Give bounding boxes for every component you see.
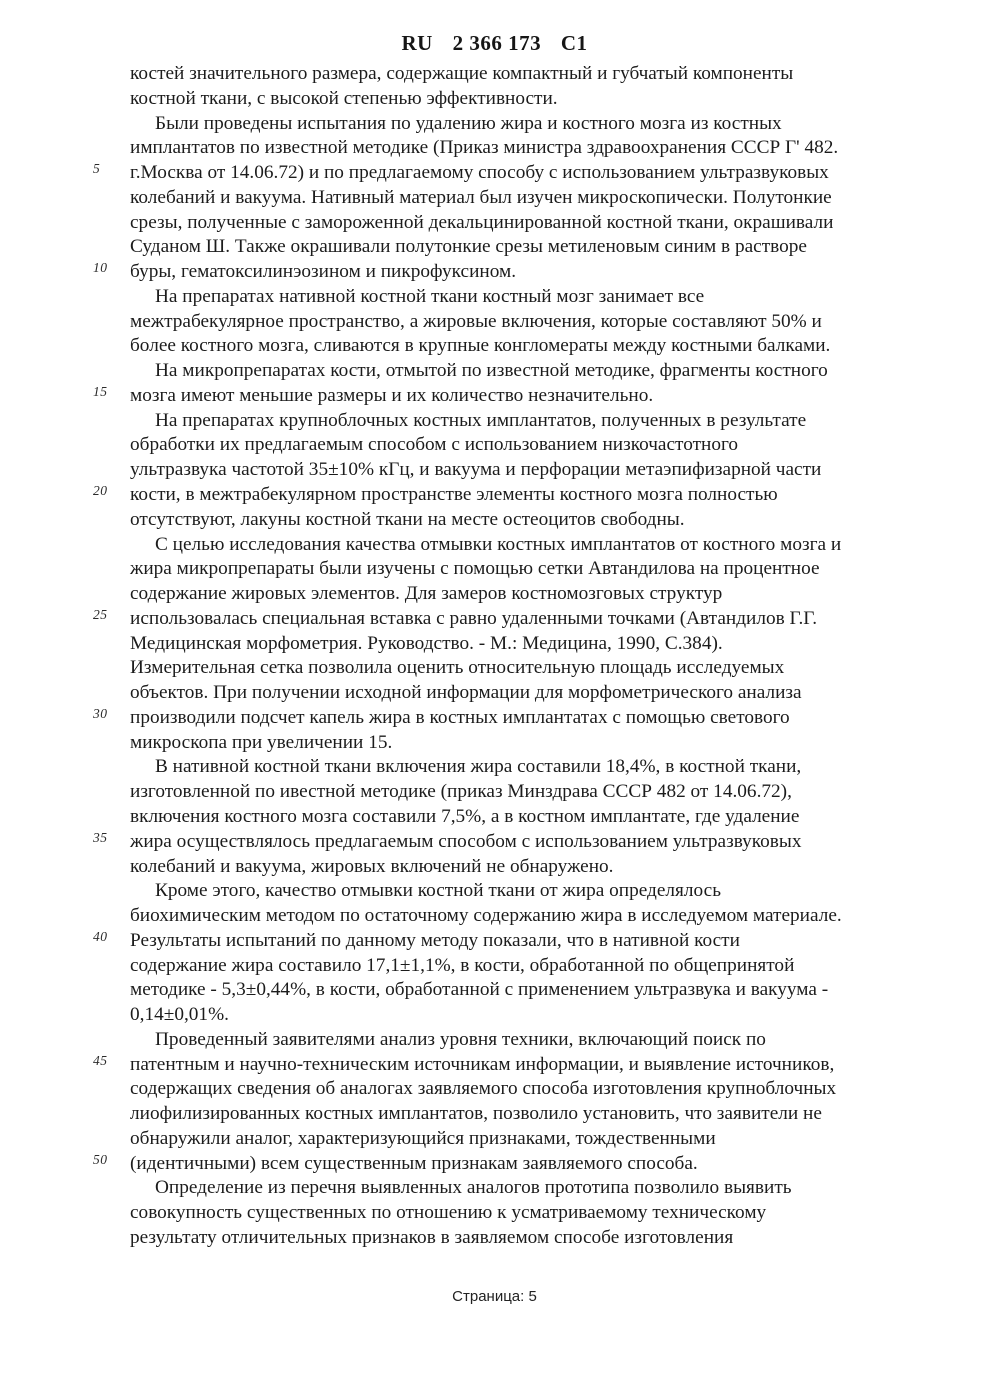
text-line-content: жира осуществлялось предлагаемым способом с использованием ультразвуковых xyxy=(130,830,802,852)
text-line-content: биохимическим методом по остаточному содержанию жира в исследуемом материале. xyxy=(130,905,842,927)
text-line xyxy=(93,606,920,632)
text-line xyxy=(130,1127,920,1152)
publication-kind-code: C1 xyxy=(560,31,588,55)
text-line xyxy=(130,87,920,112)
text-line xyxy=(130,62,920,87)
text-line xyxy=(130,805,920,830)
text-line xyxy=(130,334,920,359)
text-line xyxy=(93,829,920,855)
text-line xyxy=(130,1003,920,1028)
text-line xyxy=(130,508,920,533)
text-line xyxy=(130,533,920,558)
text-line-content: патентным и научно-техническим источникам информации, и выявление источников, xyxy=(130,1053,835,1075)
text-line-content: кости, в межтрабекулярном пространстве элементы костного мозга полностью xyxy=(130,484,778,506)
text-line-content: На микропрепаратах кости, отмытой по известной методике, фрагменты костного xyxy=(155,360,828,382)
text-line-content: буры, гематоксилинэозином и пикрофуксином. xyxy=(130,261,517,283)
text-line xyxy=(130,731,920,756)
text-line-content: Определение из перечня выявленных аналогов прототипа позволило выявить xyxy=(155,1177,792,1199)
text-line-content: мозга имеют меньшие размеры и их количество незначительно. xyxy=(130,384,654,406)
text-line xyxy=(130,186,920,211)
text-line xyxy=(130,285,920,310)
text-line xyxy=(93,483,920,508)
text-line xyxy=(130,359,920,384)
text-line-content: Суданом Ш. Также окрашивали полутонкие срезы метиленовым синим в растворе xyxy=(130,236,807,258)
text-line-content: микроскопа при увеличении 15. xyxy=(130,731,393,753)
text-line-content: Медицинская морфометрия. Руководство. - М.: Медицина, 1990, С.384). xyxy=(130,632,723,654)
text-line xyxy=(130,112,920,137)
text-line xyxy=(130,458,920,483)
line-number-marker: 35 xyxy=(93,829,108,845)
text-line xyxy=(130,755,920,780)
text-line-content: ультразвука частотой 35±10% кГц, и вакуума и перфорации метаэпифизарной части xyxy=(130,459,822,481)
text-line xyxy=(130,1028,920,1053)
text-line-content: В нативной костной ткани включения жира составили 18,4%, в костной ткани, xyxy=(155,756,802,778)
text-line-content: С целью исследования качества отмывки костных имплантатов от костного мозга и xyxy=(155,533,842,555)
text-line-content: (идентичными) всем существенным признакам заявляемого способа. xyxy=(130,1152,698,1174)
text-line xyxy=(130,582,920,607)
text-line-content: жира микропрепараты были изучены с помощью сетки Автандилова на процентное xyxy=(130,558,820,580)
text-line-content: содержащих сведения об аналогах заявляемого способа изготовления крупноблочных xyxy=(130,1078,837,1100)
text-line xyxy=(130,1077,920,1102)
text-line-content: объектов. При получении исходной информации для морфометрического анализа xyxy=(130,682,802,704)
line-number-marker: 45 xyxy=(93,1052,108,1068)
text-line-content: содержание жировых элементов. Для замеров костномозговых структур xyxy=(130,583,723,605)
line-number-marker: 10 xyxy=(93,260,108,276)
text-line xyxy=(130,557,920,582)
text-line-content: обработки их предлагаемым способом с использованием низкочастотного xyxy=(130,434,739,456)
text-line-content: более костного мозга, сливаются в крупные конгломераты между костными балками. xyxy=(130,335,831,357)
text-line-content: использовалась специальная вставка с равно удаленными точками (Автандилов Г.Г. xyxy=(130,607,818,629)
text-line xyxy=(93,161,920,186)
text-line-content: совокупность существенных по отношению к усматриваемому техническому xyxy=(130,1202,767,1224)
text-line-content: отсутствуют, лакуны костной ткани на месте остеоцитов свободны. xyxy=(130,508,685,530)
text-line xyxy=(130,879,920,904)
text-line-content: На препаратах крупноблочных костных имплантатов, полученных в результате xyxy=(155,409,807,431)
text-line-content: 0,14±0,01%. xyxy=(130,1004,229,1026)
text-line-content: г.Москва от 14.06.72) и по предлагаемому способу с использованием ультразвуковых xyxy=(130,162,829,184)
text-line-content: На препаратах нативной костной ткани костный мозг занимает все xyxy=(155,285,705,307)
text-line xyxy=(130,1201,920,1226)
text-line-content: содержание жира составило 17,1±1,1%, в кости, обработанной по общепринятой xyxy=(130,954,795,976)
publication-country: RU xyxy=(401,31,433,55)
text-line xyxy=(130,235,920,260)
text-line xyxy=(93,1151,920,1177)
text-line xyxy=(130,681,920,706)
text-line-content: межтрабекулярное пространство, а жировые включения, которые составляют 50% и xyxy=(130,310,822,332)
text-line xyxy=(93,383,920,409)
text-line xyxy=(130,855,920,880)
text-line xyxy=(130,1102,920,1127)
text-line-content: Были проведены испытания по удалению жира и костного мозга из костных xyxy=(155,112,782,134)
text-line xyxy=(130,136,920,161)
text-line xyxy=(93,928,920,954)
line-number-marker: 5 xyxy=(93,161,101,177)
text-line xyxy=(93,260,920,285)
text-line xyxy=(93,705,920,731)
text-line-content: Измерительная сетка позволила оценить относительную площадь исследуемых xyxy=(130,657,785,679)
text-line xyxy=(130,632,920,657)
text-line-content: методике - 5,3±0,44%, в кости, обработанной с применением ультразвука и вакуума - xyxy=(130,979,829,1001)
text-line xyxy=(93,1052,920,1078)
page-footer xyxy=(0,1288,989,1305)
text-line xyxy=(130,211,920,236)
text-line-content: срезы, полученные с замороженной декальцинированной костной ткани, окрашивали xyxy=(130,211,834,233)
text-line xyxy=(130,978,920,1003)
line-number-marker: 40 xyxy=(93,928,108,944)
text-line-content: производили подсчет капель жира в костных имплантатах с помощью светового xyxy=(130,706,790,728)
text-line-content: колебаний и вакуума. Нативный материал был изучен микроскопически. Полутонкие xyxy=(130,186,832,208)
document-body xyxy=(93,62,920,1251)
text-line-content: результату отличительных признаков в заявляемом способе изготовления xyxy=(130,1226,734,1248)
text-line-content: костей значительного размера, содержащие компактный и губчатый компоненты xyxy=(130,63,794,84)
text-line-content: колебаний и вакуума, жировых включений не обнаружено. xyxy=(130,855,614,877)
page-number-label: Страница: 5 xyxy=(452,1288,537,1305)
patent-publication-header xyxy=(0,31,989,56)
text-line-content: Кроме этого, качество отмывки костной ткани от жира определялось xyxy=(155,880,721,902)
text-line xyxy=(130,433,920,458)
publication-number: 2 366 173 xyxy=(452,31,542,55)
text-line-content: лиофилизированных костных имплантатов, позволило установить, что заявители не xyxy=(130,1103,822,1125)
text-line xyxy=(130,780,920,805)
text-line xyxy=(130,409,920,434)
text-line xyxy=(130,310,920,335)
line-number-marker: 15 xyxy=(93,383,108,399)
line-number-marker: 50 xyxy=(93,1151,108,1167)
text-line-content: обнаружили аналог, характеризующийся признаками, тождественными xyxy=(130,1127,716,1149)
text-line-content: костной ткани, с высокой степенью эффективности. xyxy=(130,87,558,109)
text-line-content: Проведенный заявителями анализ уровня техники, включающий поиск по xyxy=(155,1028,766,1050)
text-line xyxy=(130,954,920,979)
line-number-marker: 20 xyxy=(93,483,108,499)
text-line xyxy=(130,1226,920,1251)
text-line-content: имплантатов по известной методике (Приказ министра здравоохранения СССР Г' 482. xyxy=(130,137,839,159)
line-number-marker: 25 xyxy=(93,606,108,622)
text-line xyxy=(130,1176,920,1201)
text-line-content: включения костного мозга составили 7,5%, а в костном имплантате, где удаление xyxy=(130,805,800,827)
text-line xyxy=(130,656,920,681)
text-line-content: Результаты испытаний по данному методу показали, что в нативной кости xyxy=(130,929,740,951)
text-line xyxy=(130,904,920,929)
text-line-content: изготовленной по ивестной методике (приказ Минздрава СССР 482 от 14.06.72), xyxy=(130,781,792,803)
line-number-marker: 30 xyxy=(93,705,108,721)
